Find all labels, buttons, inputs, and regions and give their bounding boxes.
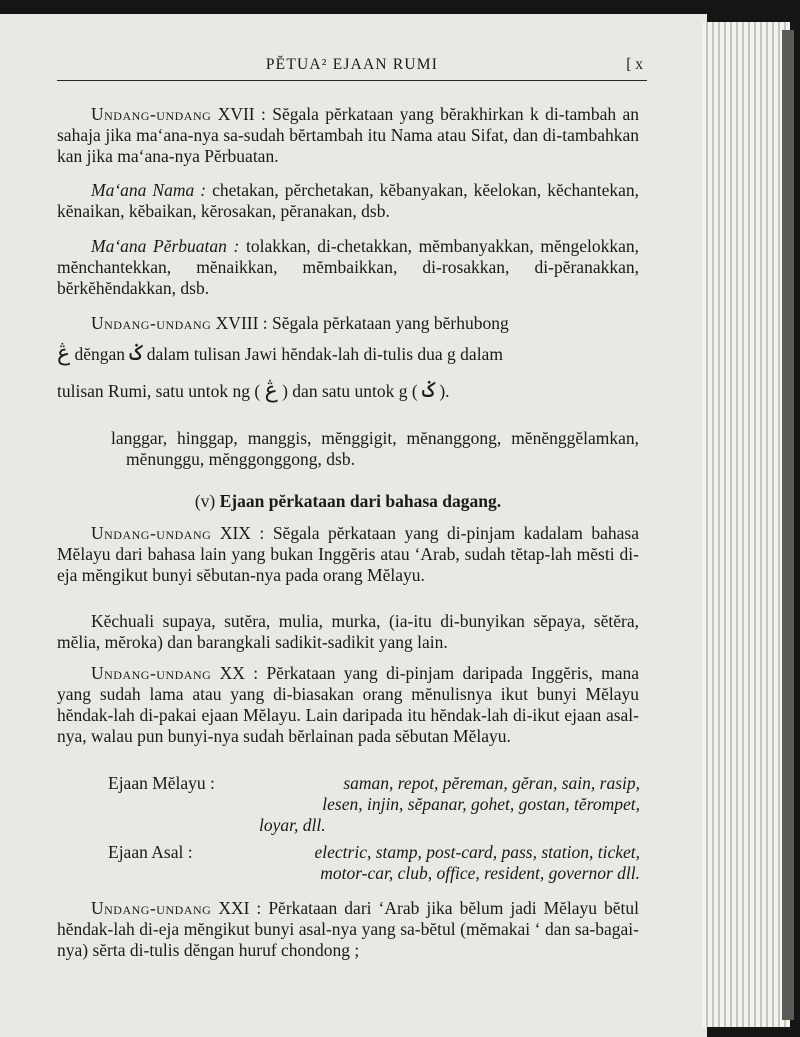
section-title: Ejaan pĕrkataan dari bahasa dagang. (219, 491, 502, 511)
rule-18-line3-b: ) dan satu untok g ( (282, 381, 418, 401)
page-edges (702, 22, 790, 1027)
rule-20-numeral: XX : (219, 663, 259, 683)
rule-20-label: Undang-undang (91, 663, 212, 683)
perbuatan-label: Ma‘ana Pĕrbuatan : (91, 236, 240, 256)
jawi-nga-glyph: ڠ (57, 341, 71, 366)
ejaan-melayu-label: Ejaan Mĕlayu : (108, 773, 215, 793)
rule-17-numeral: XVII : (217, 104, 266, 124)
page-header (57, 56, 647, 81)
rule-18-numeral: XVIII : (215, 313, 268, 333)
rule-18-line2: dalam tulisan Jawi hĕndak-lah di-tulis dua g dalam (146, 344, 503, 364)
rule-18-dengan: dĕngan (74, 344, 126, 364)
jawi-nga-glyph-2: ڠ (264, 378, 278, 403)
ejaan-asal-line-2: motor-car, club, office, resident, governor dll. (320, 863, 640, 883)
ejaan-asal-label: Ejaan Asal : (108, 842, 193, 862)
section-heading (57, 491, 639, 512)
rule-18-examples: langgar, hinggap, manggis, mĕnggigit, mĕnanggong, mĕnĕnggĕlamkan, mĕnunggu, mĕnggonggong, dsb. (111, 428, 639, 469)
rule-21-label: Undang-undang (91, 898, 212, 918)
rule-18-line-2 (57, 343, 639, 365)
rule-20-paragraph (57, 663, 639, 747)
rule-17-text: Sĕgala pĕrkataan yang bĕrakhirkan k di-tambah an sahaja jika ma‘ana-nya sa-sudah bĕrtambah itu Nama atau Sifat, dan di-tambahkan kan jika ma‘ana-nya Pĕrbuatan. (57, 104, 640, 166)
ejaan-melayu-items (232, 773, 640, 836)
rule-19-label: Undang-undang (91, 523, 212, 543)
ejaan-melayu-line-2: lesen, injin, sĕpanar, gohet, gostan, tĕrompet, (322, 794, 640, 814)
section-number: (v) (194, 491, 216, 511)
jawi-ga-glyph-2: ݢ (422, 378, 435, 403)
nama-text: chetakan, pĕrchetakan, kĕbanyakan, kĕelokan, kĕchantekan, kĕnaikan, kĕbaikan, kĕrosakan, pĕranakan, dsb. (57, 180, 640, 221)
rule-17-label: Undang-undang (91, 104, 212, 124)
nama-examples (57, 180, 639, 222)
rule-18-line1: Sĕgala pĕrkataan yang bĕrhubong (272, 313, 509, 333)
running-head: PĔTUA² EJAAN RUMI (265, 56, 439, 73)
rule-18-line3-a: tulisan Rumi, satu untok ng ( (57, 381, 261, 401)
page-edge-shadow (782, 30, 794, 1020)
rule-21-paragraph (57, 898, 639, 961)
rule-19-paragraph (57, 523, 639, 586)
rule-20-text: Pĕrkataan yang di-pinjam daripada Inggĕris, mana yang sudah lama atau yang di-biasakan orang mĕnulisnya ikut bunyi Mĕlayu hĕndak-lah di-pakai ejaan Mĕlayu. Lain daripada itu hĕndak-lah di-ikut ejaan asal-nya, walau pun bunyi-nya sudah bĕrlainan pada sĕbutan Mĕlayu. (57, 663, 640, 746)
perbuatan-examples (57, 236, 639, 299)
rule-21-text: Pĕrkataan dari ‘Arab jika bĕlum jadi Mĕlayu bĕtul hĕndak-lah di-eja mĕngikut bunyi asal-nya yang sa-bĕtul (mĕmakai ‘ dan sa-bagai-nya) sĕrta di-tulis dĕngan huruf chondong ; (57, 898, 640, 960)
rule-19-text: Sĕgala pĕrkataan yang di-pinjam kadalam bahasa Mĕlayu dari bahasa lain yang bukan Inggĕris atau ‘Arab, sudah tĕtap-lah mĕsti di-eja mĕngikut bunyi sĕbutan-nya pada orang Mĕlayu. (57, 523, 639, 585)
page-number: [ x (626, 56, 643, 73)
rule-19-numeral: XIX : (219, 523, 265, 543)
nama-label: Ma‘ana Nama : (91, 180, 207, 200)
ejaan-asal-items (232, 842, 640, 884)
rule-18-line-3 (57, 380, 639, 402)
rule-18-line-1 (57, 313, 639, 334)
jawi-ga-glyph: ݢ (129, 341, 143, 366)
ejaan-asal-line-1: electric, stamp, post-card, pass, station, ticket, (314, 842, 640, 862)
rule-18-label: Undang-undang (91, 313, 212, 333)
ejaan-melayu-line-1: saman, repot, pĕreman, gĕran, sain, rasip, (343, 773, 640, 793)
rule-19-exceptions: Kĕchuali supaya, sutĕra, mulia, murka, (ia-itu di-bunyikan sĕpaya, sĕtĕra, mĕlia, mĕroka) dan barangkali sadikit-sadikit yang lain. (57, 611, 639, 652)
rule-18-line3-c: ). (439, 381, 450, 401)
perbuatan-text: tolakkan, di-chetakkan, mĕmbanyakkan, mĕngelokkan, mĕnchantekkan, mĕnaikkan, mĕmbaikkan, di-rosakkan, di-pĕranakkan, bĕrkĕhĕndakkan, dsb. (57, 236, 640, 298)
ejaan-melayu-line-3: loyar, dll. (259, 815, 326, 835)
rule-17-paragraph (57, 104, 639, 167)
rule-21-numeral: XXI : (218, 898, 262, 918)
